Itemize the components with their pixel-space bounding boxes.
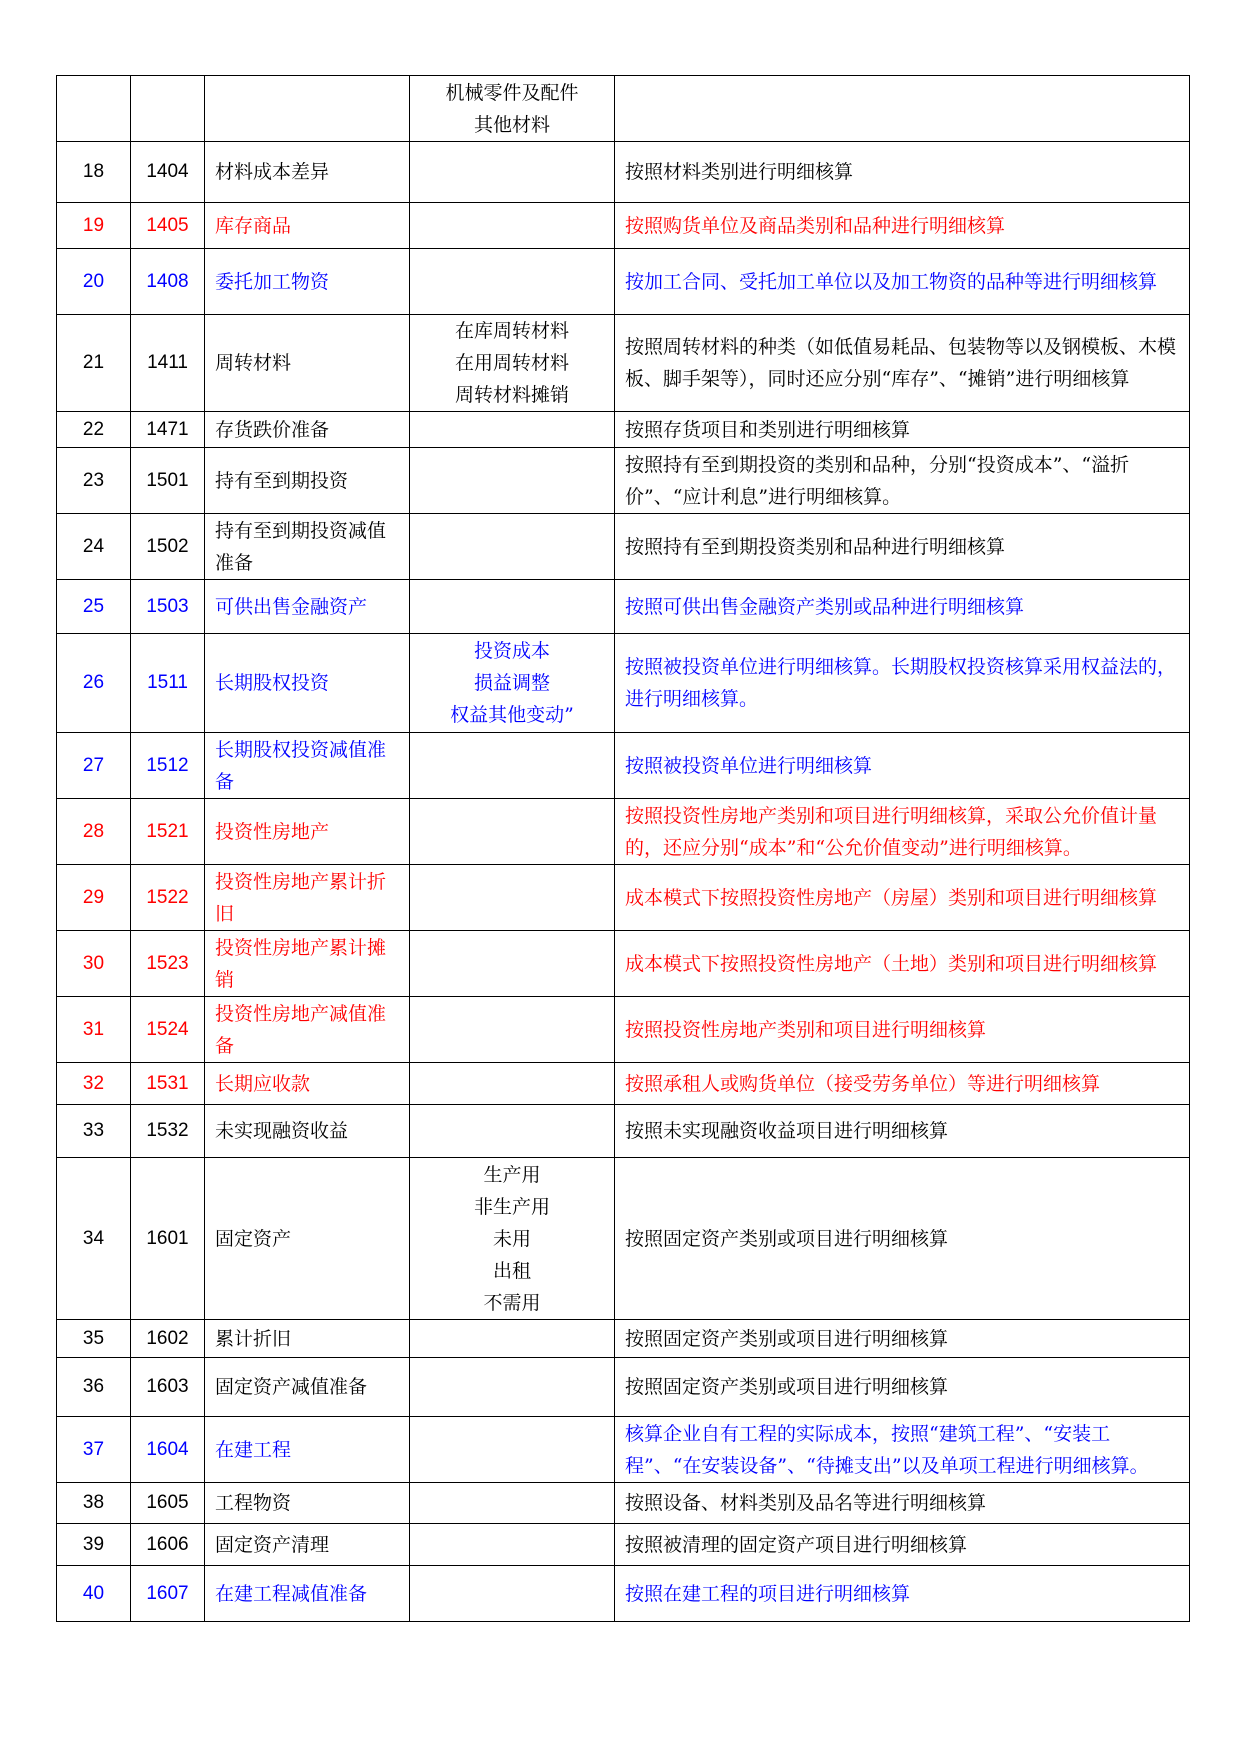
accounting-note-cell: 按照设备、材料类别及品名等进行明细核算 <box>615 1483 1190 1524</box>
sub-account-cell <box>410 249 615 315</box>
sub-account-cell <box>410 931 615 997</box>
accounting-note-cell: 按照未实现融资收益项目进行明细核算 <box>615 1105 1190 1158</box>
account-code-cell: 1511 <box>131 634 205 733</box>
sub-account-cell <box>410 142 615 203</box>
table-row <box>57 514 1190 580</box>
accounting-note-cell: 按照被投资单位进行明细核算。长期股权投资核算采用权益法的，进行明细核算。 <box>615 634 1190 733</box>
sub-account-cell <box>410 1063 615 1105</box>
table-row <box>57 1483 1190 1524</box>
account-name-cell: 投资性房地产累计折旧 <box>205 865 410 931</box>
row-number-cell: 28 <box>57 799 131 865</box>
account-name-cell: 长期股权投资 <box>205 634 410 733</box>
table-row <box>57 1320 1190 1358</box>
table-row <box>57 799 1190 865</box>
row-number-cell: 38 <box>57 1483 131 1524</box>
accounting-note-cell: 按照被投资单位进行明细核算 <box>615 733 1190 799</box>
row-number-cell <box>57 76 131 142</box>
row-number-cell: 39 <box>57 1524 131 1566</box>
account-code-cell: 1411 <box>131 315 205 412</box>
row-number-cell: 19 <box>57 203 131 249</box>
row-number-cell: 21 <box>57 315 131 412</box>
account-code-cell: 1601 <box>131 1158 205 1320</box>
account-code-cell: 1607 <box>131 1566 205 1622</box>
table-row <box>57 1566 1190 1622</box>
sub-account-cell <box>410 865 615 931</box>
account-name-cell: 可供出售金融资产 <box>205 580 410 634</box>
account-name-cell: 固定资产 <box>205 1158 410 1320</box>
sub-account-item: 非生产用 <box>473 1195 550 1218</box>
account-code-cell: 1471 <box>131 412 205 448</box>
account-name-cell: 周转材料 <box>205 315 410 412</box>
sub-account-item: 生产用 <box>483 1163 541 1186</box>
account-table <box>56 75 1190 1622</box>
account-code-cell: 1404 <box>131 142 205 203</box>
account-code-cell: 1531 <box>131 1063 205 1105</box>
account-code-cell: 1521 <box>131 799 205 865</box>
account-name-cell: 工程物资 <box>205 1483 410 1524</box>
row-number-cell: 23 <box>57 448 131 514</box>
accounting-note-cell: 按照材料类别进行明细核算 <box>615 142 1190 203</box>
account-code-cell: 1603 <box>131 1358 205 1417</box>
sub-account-cell <box>410 448 615 514</box>
row-number-cell: 24 <box>57 514 131 580</box>
account-code-cell: 1602 <box>131 1320 205 1358</box>
account-code-cell: 1524 <box>131 997 205 1063</box>
accounting-note-cell: 按照持有至到期投资的类别和品种，分别“投资成本”、“溢折价”、“应计利息”进行明细核算。 <box>615 448 1190 514</box>
accounting-note-cell: 按照被清理的固定资产项目进行明细核算 <box>615 1524 1190 1566</box>
accounting-note-cell: 按照在建工程的项目进行明细核算 <box>615 1566 1190 1622</box>
accounting-note-cell: 按照可供出售金融资产类别或品种进行明细核算 <box>615 580 1190 634</box>
accounting-note-cell: 按照存货项目和类别进行明细核算 <box>615 412 1190 448</box>
accounting-note-cell: 按照承租人或购货单位（接受劳务单位）等进行明细核算 <box>615 1063 1190 1105</box>
sub-account-cell <box>410 580 615 634</box>
account-name-cell: 未实现融资收益 <box>205 1105 410 1158</box>
accounting-note-cell: 按照固定资产类别或项目进行明细核算 <box>615 1320 1190 1358</box>
sub-account-item: 权益其他变动” <box>450 704 574 726</box>
sub-account-cell <box>410 634 615 733</box>
sub-account-cell <box>410 1566 615 1622</box>
account-name-cell: 持有至到期投资 <box>205 448 410 514</box>
account-code-cell: 1502 <box>131 514 205 580</box>
row-number-cell: 35 <box>57 1320 131 1358</box>
sub-account-item: 出租 <box>492 1259 531 1282</box>
account-code-cell <box>131 76 205 142</box>
account-name-cell: 委托加工物资 <box>205 249 410 315</box>
sub-account-cell <box>410 799 615 865</box>
sub-account-cell <box>410 203 615 249</box>
table-row <box>57 997 1190 1063</box>
account-name-cell: 投资性房地产减值准备 <box>205 997 410 1063</box>
accounting-note-cell: 核算企业自有工程的实际成本，按照“建筑工程”、“安装工程”、“在安装设备”、“待摊支出”以及单项工程进行明细核算。 <box>615 1417 1190 1483</box>
account-code-cell: 1512 <box>131 733 205 799</box>
sub-account-cell <box>410 1158 615 1320</box>
row-number-cell: 26 <box>57 634 131 733</box>
account-name-cell: 持有至到期投资减值准备 <box>205 514 410 580</box>
account-code-cell: 1604 <box>131 1417 205 1483</box>
sub-account-item: 机械零件及配件 <box>445 81 579 104</box>
sub-account-item: 损益调整 <box>473 672 550 694</box>
table-row <box>57 1105 1190 1158</box>
table-row <box>57 931 1190 997</box>
sub-account-cell <box>410 1105 615 1158</box>
account-name-cell: 投资性房地产累计摊销 <box>205 931 410 997</box>
sub-account-item: 不需用 <box>483 1291 541 1314</box>
account-name-cell: 固定资产减值准备 <box>205 1358 410 1417</box>
accounting-note-cell: 按照投资性房地产类别和项目进行明细核算 <box>615 997 1190 1063</box>
sub-account-cell <box>410 997 615 1063</box>
account-table-body <box>57 76 1190 1622</box>
row-number-cell: 34 <box>57 1158 131 1320</box>
row-number-cell: 30 <box>57 931 131 997</box>
account-code-cell: 1523 <box>131 931 205 997</box>
account-name-cell: 材料成本差异 <box>205 142 410 203</box>
sub-account-cell <box>410 1358 615 1417</box>
accounting-note-cell: 按加工合同、受托加工单位以及加工物资的品种等进行明细核算 <box>615 249 1190 315</box>
sub-account-item: 其他材料 <box>473 113 550 136</box>
account-code-cell: 1405 <box>131 203 205 249</box>
sub-account-cell <box>410 733 615 799</box>
accounting-note-cell <box>615 76 1190 142</box>
accounting-note-cell: 成本模式下按照投资性房地产（土地）类别和项目进行明细核算 <box>615 931 1190 997</box>
accounting-note-cell: 按照固定资产类别或项目进行明细核算 <box>615 1358 1190 1417</box>
account-name-cell: 库存商品 <box>205 203 410 249</box>
table-row <box>57 249 1190 315</box>
account-code-cell: 1532 <box>131 1105 205 1158</box>
accounting-note-cell: 成本模式下按照投资性房地产（房屋）类别和项目进行明细核算 <box>615 865 1190 931</box>
row-number-cell: 18 <box>57 142 131 203</box>
sub-account-cell <box>410 1417 615 1483</box>
table-row <box>57 203 1190 249</box>
table-row <box>57 580 1190 634</box>
sub-account-cell <box>410 76 615 142</box>
account-code-cell: 1605 <box>131 1483 205 1524</box>
table-row <box>57 412 1190 448</box>
sub-account-cell <box>410 1524 615 1566</box>
account-name-cell: 累计折旧 <box>205 1320 410 1358</box>
table-row <box>57 733 1190 799</box>
account-code-cell: 1606 <box>131 1524 205 1566</box>
sub-account-item: 在用周转材料 <box>454 352 569 374</box>
account-name-cell: 长期股权投资减值准备 <box>205 733 410 799</box>
sub-account-cell <box>410 315 615 412</box>
table-row <box>57 142 1190 203</box>
table-row <box>57 448 1190 514</box>
row-number-cell: 29 <box>57 865 131 931</box>
sub-account-cell <box>410 1320 615 1358</box>
table-row <box>57 1063 1190 1105</box>
row-number-cell: 25 <box>57 580 131 634</box>
sub-account-cell <box>410 412 615 448</box>
row-number-cell: 40 <box>57 1566 131 1622</box>
accounting-note-cell: 按照周转材料的种类（如低值易耗品、包装物等以及钢模板、木模板、脚手架等），同时还应分别“库存”、“摊销”进行明细核算 <box>615 315 1190 412</box>
table-row <box>57 76 1190 142</box>
account-name-cell: 长期应收款 <box>205 1063 410 1105</box>
row-number-cell: 32 <box>57 1063 131 1105</box>
table-row <box>57 315 1190 412</box>
table-row <box>57 865 1190 931</box>
table-row <box>57 1417 1190 1483</box>
accounting-note-cell: 按照固定资产类别或项目进行明细核算 <box>615 1158 1190 1320</box>
account-name-cell: 在建工程 <box>205 1417 410 1483</box>
row-number-cell: 33 <box>57 1105 131 1158</box>
account-code-cell: 1503 <box>131 580 205 634</box>
sub-account-cell <box>410 514 615 580</box>
row-number-cell: 27 <box>57 733 131 799</box>
account-name-cell <box>205 76 410 142</box>
row-number-cell: 20 <box>57 249 131 315</box>
row-number-cell: 31 <box>57 997 131 1063</box>
account-name-cell: 在建工程减值准备 <box>205 1566 410 1622</box>
account-code-cell: 1501 <box>131 448 205 514</box>
account-name-cell: 存货跌价准备 <box>205 412 410 448</box>
accounting-note-cell: 按照购货单位及商品类别和品种进行明细核算 <box>615 203 1190 249</box>
sub-account-cell <box>410 1483 615 1524</box>
table-row <box>57 1524 1190 1566</box>
account-name-cell: 投资性房地产 <box>205 799 410 865</box>
row-number-cell: 22 <box>57 412 131 448</box>
account-name-cell: 固定资产清理 <box>205 1524 410 1566</box>
sub-account-item: 投资成本 <box>473 640 550 662</box>
table-row <box>57 634 1190 733</box>
sub-account-item: 未用 <box>492 1227 531 1250</box>
account-code-cell: 1408 <box>131 249 205 315</box>
account-code-cell: 1522 <box>131 865 205 931</box>
accounting-note-cell: 按照投资性房地产类别和项目进行明细核算，采取公允价值计量的，还应分别“成本”和“公允价值变动”进行明细核算。 <box>615 799 1190 865</box>
accounting-note-cell: 按照持有至到期投资类别和品种进行明细核算 <box>615 514 1190 580</box>
table-row <box>57 1158 1190 1320</box>
sub-account-item: 周转材料摊销 <box>454 384 569 406</box>
row-number-cell: 37 <box>57 1417 131 1483</box>
row-number-cell: 36 <box>57 1358 131 1417</box>
table-row <box>57 1358 1190 1417</box>
sub-account-item: 在库周转材料 <box>454 320 569 342</box>
